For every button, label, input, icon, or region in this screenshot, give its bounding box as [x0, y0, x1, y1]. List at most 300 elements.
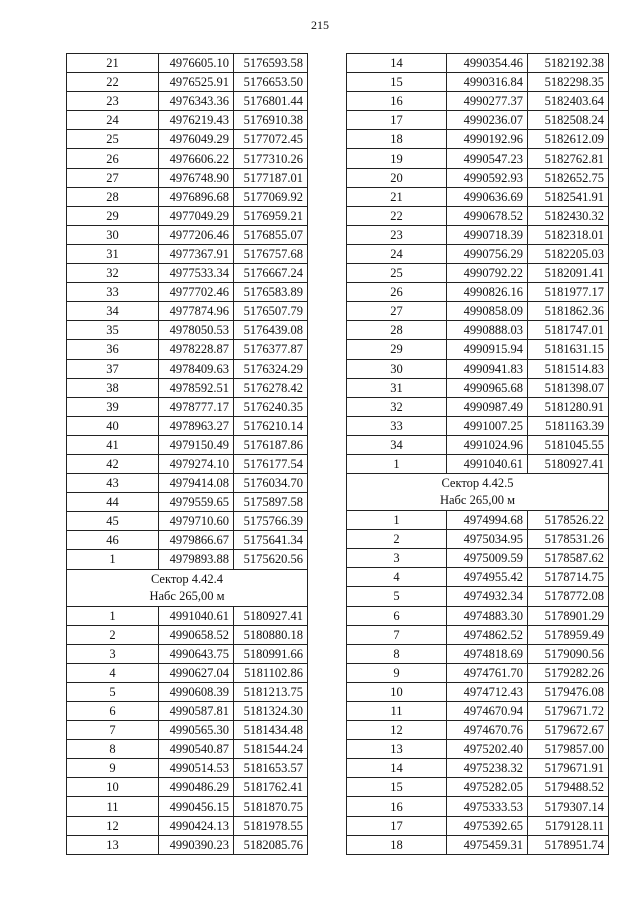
- point-number-cell: 3: [67, 644, 159, 663]
- y-coordinate-cell: 5181747.01: [528, 321, 609, 340]
- table-row: [347, 663, 609, 682]
- y-coordinate-cell: 5176653.50: [234, 73, 308, 92]
- point-number-cell: 5: [347, 587, 447, 606]
- y-coordinate-cell: 5177187.01: [234, 168, 308, 187]
- y-coordinate-cell: 5182508.24: [528, 111, 609, 130]
- table-row: [347, 244, 609, 263]
- y-coordinate-cell: 5181544.24: [234, 740, 308, 759]
- table-row: [67, 206, 308, 225]
- x-coordinate-cell: 4990514.53: [159, 759, 234, 778]
- point-number-cell: 12: [347, 721, 447, 740]
- y-coordinate-cell: 5176377.87: [234, 340, 308, 359]
- point-number-cell: 7: [67, 721, 159, 740]
- point-number-cell: 2: [347, 530, 447, 549]
- table-row: [347, 340, 609, 359]
- table-row: [347, 321, 609, 340]
- y-coordinate-cell: 5179307.14: [528, 797, 609, 816]
- point-number-cell: 23: [347, 225, 447, 244]
- table-row: [347, 130, 609, 149]
- x-coordinate-cell: 4975034.95: [447, 530, 528, 549]
- point-number-cell: 20: [347, 168, 447, 187]
- y-coordinate-cell: 5180927.41: [234, 606, 308, 625]
- table-row: [67, 797, 308, 816]
- x-coordinate-cell: 4990792.22: [447, 264, 528, 283]
- y-coordinate-cell: 5178587.62: [528, 549, 609, 568]
- section-height: Набс 265,00 м: [439, 493, 516, 508]
- table-row: [347, 702, 609, 721]
- table-row: [67, 168, 308, 187]
- x-coordinate-cell: 4990826.16: [447, 283, 528, 302]
- table-row: [67, 663, 308, 682]
- x-coordinate-cell: 4977702.46: [159, 283, 234, 302]
- x-coordinate-cell: 4990941.83: [447, 359, 528, 378]
- x-coordinate-cell: 4975392.65: [447, 816, 528, 835]
- x-coordinate-cell: 4974670.94: [447, 702, 528, 721]
- x-coordinate-cell: 4974955.42: [447, 568, 528, 587]
- point-number-cell: 26: [347, 283, 447, 302]
- x-coordinate-cell: 4974670.76: [447, 721, 528, 740]
- x-coordinate-cell: 4976219.43: [159, 111, 234, 130]
- x-coordinate-cell: 4974862.52: [447, 625, 528, 644]
- point-number-cell: 21: [67, 54, 159, 73]
- x-coordinate-cell: 4976343.36: [159, 92, 234, 111]
- x-coordinate-cell: 4990718.39: [447, 225, 528, 244]
- x-coordinate-cell: 4990658.52: [159, 625, 234, 644]
- y-coordinate-cell: 5177069.92: [234, 187, 308, 206]
- point-number-cell: 31: [347, 378, 447, 397]
- table-row: [347, 454, 609, 473]
- table-row: [67, 225, 308, 244]
- point-number-cell: 19: [347, 149, 447, 168]
- table-row: [347, 92, 609, 111]
- y-coordinate-cell: 5177310.26: [234, 149, 308, 168]
- y-coordinate-cell: 5176959.21: [234, 206, 308, 225]
- coordinates-table-left: [66, 53, 308, 855]
- page-number: 215: [311, 18, 329, 32]
- y-coordinate-cell: 5181870.75: [234, 797, 308, 816]
- x-coordinate-cell: 4990627.04: [159, 663, 234, 682]
- y-coordinate-cell: 5181102.86: [234, 663, 308, 682]
- point-number-cell: 29: [347, 340, 447, 359]
- point-number-cell: 39: [67, 397, 159, 416]
- y-coordinate-cell: 5175641.34: [234, 531, 308, 550]
- x-coordinate-cell: 4978592.51: [159, 378, 234, 397]
- point-number-cell: 4: [347, 568, 447, 587]
- table-row: [347, 568, 609, 587]
- point-number-cell: 35: [67, 321, 159, 340]
- point-number-cell: 15: [347, 73, 447, 92]
- x-coordinate-cell: 4991040.61: [159, 606, 234, 625]
- x-coordinate-cell: 4976606.22: [159, 149, 234, 168]
- y-coordinate-cell: 5176324.29: [234, 359, 308, 378]
- x-coordinate-cell: 4978963.27: [159, 416, 234, 435]
- table-row: [67, 644, 308, 663]
- y-coordinate-cell: 5176439.08: [234, 321, 308, 340]
- table-row: [347, 530, 609, 549]
- y-coordinate-cell: 5176593.58: [234, 54, 308, 73]
- y-coordinate-cell: 5182205.03: [528, 244, 609, 263]
- y-coordinate-cell: 5181977.17: [528, 283, 609, 302]
- y-coordinate-cell: 5179090.56: [528, 644, 609, 663]
- y-coordinate-cell: 5180927.41: [528, 454, 609, 473]
- x-coordinate-cell: 4978777.17: [159, 397, 234, 416]
- y-coordinate-cell: 5179857.00: [528, 740, 609, 759]
- x-coordinate-cell: 4990547.23: [447, 149, 528, 168]
- y-coordinate-cell: 5177072.45: [234, 130, 308, 149]
- point-number-cell: 37: [67, 359, 159, 378]
- point-number-cell: 32: [347, 397, 447, 416]
- point-number-cell: 1: [67, 550, 159, 569]
- table-row: [67, 531, 308, 550]
- x-coordinate-cell: 4977874.96: [159, 302, 234, 321]
- table-row: [67, 740, 308, 759]
- table-row: [67, 835, 308, 854]
- x-coordinate-cell: 4977206.46: [159, 225, 234, 244]
- point-number-cell: 14: [347, 759, 447, 778]
- y-coordinate-cell: 5182541.91: [528, 187, 609, 206]
- table-row: [67, 454, 308, 473]
- x-coordinate-cell: 4975202.40: [447, 740, 528, 759]
- point-number-cell: 6: [347, 606, 447, 625]
- table-row: [347, 54, 609, 73]
- table-row: [67, 474, 308, 493]
- table-row: [347, 625, 609, 644]
- x-coordinate-cell: 4990486.29: [159, 778, 234, 797]
- point-number-cell: 30: [67, 225, 159, 244]
- table-row: [347, 416, 609, 435]
- table-row: [347, 835, 609, 854]
- y-coordinate-cell: 5178959.49: [528, 625, 609, 644]
- table-row: [67, 187, 308, 206]
- y-coordinate-cell: 5181862.36: [528, 302, 609, 321]
- y-coordinate-cell: 5181631.15: [528, 340, 609, 359]
- point-number-cell: 45: [67, 512, 159, 531]
- x-coordinate-cell: 4974712.43: [447, 682, 528, 701]
- table-row: [347, 435, 609, 454]
- table-row: [347, 721, 609, 740]
- x-coordinate-cell: 4979559.65: [159, 493, 234, 512]
- table-row: [67, 73, 308, 92]
- x-coordinate-cell: 4990678.52: [447, 206, 528, 225]
- y-coordinate-cell: 5176177.54: [234, 454, 308, 473]
- table-row: [67, 111, 308, 130]
- y-coordinate-cell: 5176240.35: [234, 397, 308, 416]
- y-coordinate-cell: 5176187.86: [234, 435, 308, 454]
- point-number-cell: 8: [67, 740, 159, 759]
- x-coordinate-cell: 4975333.53: [447, 797, 528, 816]
- y-coordinate-cell: 5176507.79: [234, 302, 308, 321]
- table-row: [67, 92, 308, 111]
- table-row: [347, 302, 609, 321]
- point-number-cell: 25: [67, 130, 159, 149]
- x-coordinate-cell: 4979150.49: [159, 435, 234, 454]
- point-number-cell: 27: [67, 168, 159, 187]
- point-number-cell: 31: [67, 244, 159, 263]
- y-coordinate-cell: 5178531.26: [528, 530, 609, 549]
- y-coordinate-cell: 5179128.11: [528, 816, 609, 835]
- y-coordinate-cell: 5179488.52: [528, 778, 609, 797]
- x-coordinate-cell: 4976896.68: [159, 187, 234, 206]
- table-row: [347, 264, 609, 283]
- table-row: [67, 778, 308, 797]
- point-number-cell: 12: [67, 816, 159, 835]
- table-row: [347, 816, 609, 835]
- y-coordinate-cell: 5182403.64: [528, 92, 609, 111]
- x-coordinate-cell: 4990456.15: [159, 797, 234, 816]
- y-coordinate-cell: 5182652.75: [528, 168, 609, 187]
- point-number-cell: 5: [67, 682, 159, 701]
- y-coordinate-cell: 5176667.24: [234, 264, 308, 283]
- point-number-cell: 3: [347, 549, 447, 568]
- x-coordinate-cell: 4990987.49: [447, 397, 528, 416]
- x-coordinate-cell: 4990965.68: [447, 378, 528, 397]
- y-coordinate-cell: 5181280.91: [528, 397, 609, 416]
- section-header-cell: [347, 474, 609, 511]
- point-number-cell: 13: [347, 740, 447, 759]
- table-row: [67, 378, 308, 397]
- x-coordinate-cell: 4976748.90: [159, 168, 234, 187]
- x-coordinate-cell: 4976605.10: [159, 54, 234, 73]
- section-height: Набс 265,00 м: [149, 588, 225, 603]
- point-number-cell: 36: [67, 340, 159, 359]
- y-coordinate-cell: 5182762.81: [528, 149, 609, 168]
- x-coordinate-cell: 4990587.81: [159, 702, 234, 721]
- point-number-cell: 18: [347, 835, 447, 854]
- x-coordinate-cell: 4990636.69: [447, 187, 528, 206]
- point-number-cell: 17: [347, 111, 447, 130]
- point-number-cell: 13: [67, 835, 159, 854]
- y-coordinate-cell: 5181653.57: [234, 759, 308, 778]
- y-coordinate-cell: 5181762.41: [234, 778, 308, 797]
- x-coordinate-cell: 4979274.10: [159, 454, 234, 473]
- y-coordinate-cell: 5181045.55: [528, 435, 609, 454]
- table-row: [67, 340, 308, 359]
- point-number-cell: 26: [67, 149, 159, 168]
- table-row: [67, 550, 308, 569]
- point-number-cell: 29: [67, 206, 159, 225]
- x-coordinate-cell: 4990756.29: [447, 244, 528, 263]
- table-row: [347, 606, 609, 625]
- table-row: [67, 397, 308, 416]
- x-coordinate-cell: 4990236.07: [447, 111, 528, 130]
- y-coordinate-cell: 5176855.07: [234, 225, 308, 244]
- x-coordinate-cell: 4990915.94: [447, 340, 528, 359]
- table-row: [347, 378, 609, 397]
- x-coordinate-cell: 4978050.53: [159, 321, 234, 340]
- table-row: [67, 721, 308, 740]
- y-coordinate-cell: 5182318.01: [528, 225, 609, 244]
- y-coordinate-cell: 5179476.08: [528, 682, 609, 701]
- table-row: [67, 512, 308, 531]
- x-coordinate-cell: 4990643.75: [159, 644, 234, 663]
- y-coordinate-cell: 5176801.44: [234, 92, 308, 111]
- y-coordinate-cell: 5178772.08: [528, 587, 609, 606]
- table-row: [347, 225, 609, 244]
- x-coordinate-cell: 4974994.68: [447, 511, 528, 530]
- table-row: [67, 321, 308, 340]
- section-title: Сектор 4.42.4: [150, 571, 224, 586]
- x-coordinate-cell: 4979893.88: [159, 550, 234, 569]
- x-coordinate-cell: 4978409.63: [159, 359, 234, 378]
- y-coordinate-cell: 5175897.58: [234, 493, 308, 512]
- table-row: [67, 149, 308, 168]
- table-row: [347, 797, 609, 816]
- table-row: [67, 759, 308, 778]
- x-coordinate-cell: 4979414.08: [159, 474, 234, 493]
- point-number-cell: 1: [67, 606, 159, 625]
- y-coordinate-cell: 5182085.76: [234, 835, 308, 854]
- point-number-cell: 1: [347, 454, 447, 473]
- table-row: [347, 644, 609, 663]
- y-coordinate-cell: 5176034.70: [234, 474, 308, 493]
- coordinates-table-right: [346, 53, 609, 855]
- y-coordinate-cell: 5181978.55: [234, 816, 308, 835]
- point-number-cell: 43: [67, 474, 159, 493]
- y-coordinate-cell: 5175620.56: [234, 550, 308, 569]
- y-coordinate-cell: 5176910.38: [234, 111, 308, 130]
- section-header-row: [347, 474, 609, 511]
- point-number-cell: 9: [347, 663, 447, 682]
- x-coordinate-cell: 4979866.67: [159, 531, 234, 550]
- point-number-cell: 10: [347, 682, 447, 701]
- x-coordinate-cell: 4990424.13: [159, 816, 234, 835]
- table-row: [347, 187, 609, 206]
- x-coordinate-cell: 4990858.09: [447, 302, 528, 321]
- x-coordinate-cell: 4974883.30: [447, 606, 528, 625]
- y-coordinate-cell: 5179282.26: [528, 663, 609, 682]
- x-coordinate-cell: 4979710.60: [159, 512, 234, 531]
- point-number-cell: 41: [67, 435, 159, 454]
- x-coordinate-cell: 4990592.93: [447, 168, 528, 187]
- point-number-cell: 8: [347, 644, 447, 663]
- point-number-cell: 32: [67, 264, 159, 283]
- x-coordinate-cell: 4975238.32: [447, 759, 528, 778]
- point-number-cell: 6: [67, 702, 159, 721]
- x-coordinate-cell: 4974932.34: [447, 587, 528, 606]
- x-coordinate-cell: 4991007.25: [447, 416, 528, 435]
- point-number-cell: 22: [67, 73, 159, 92]
- x-coordinate-cell: 4990316.84: [447, 73, 528, 92]
- y-coordinate-cell: 5178714.75: [528, 568, 609, 587]
- point-number-cell: 25: [347, 264, 447, 283]
- x-coordinate-cell: 4990277.37: [447, 92, 528, 111]
- point-number-cell: 16: [347, 797, 447, 816]
- x-coordinate-cell: 4991040.61: [447, 454, 528, 473]
- point-number-cell: 11: [347, 702, 447, 721]
- table-row: [67, 359, 308, 378]
- table-row: [347, 111, 609, 130]
- point-number-cell: 24: [347, 244, 447, 263]
- point-number-cell: 27: [347, 302, 447, 321]
- table-row: [347, 283, 609, 302]
- table-row: [347, 206, 609, 225]
- table-row: [347, 73, 609, 92]
- point-number-cell: 17: [347, 816, 447, 835]
- table-row: [347, 759, 609, 778]
- point-number-cell: 23: [67, 92, 159, 111]
- y-coordinate-cell: 5181324.30: [234, 702, 308, 721]
- point-number-cell: 38: [67, 378, 159, 397]
- table-row: [347, 511, 609, 530]
- y-coordinate-cell: 5175766.39: [234, 512, 308, 531]
- point-number-cell: 21: [347, 187, 447, 206]
- y-coordinate-cell: 5182091.41: [528, 264, 609, 283]
- x-coordinate-cell: 4976525.91: [159, 73, 234, 92]
- table-row: [347, 587, 609, 606]
- y-coordinate-cell: 5182192.38: [528, 54, 609, 73]
- y-coordinate-cell: 5178951.74: [528, 835, 609, 854]
- table-row: [67, 702, 308, 721]
- y-coordinate-cell: 5176278.42: [234, 378, 308, 397]
- table-row: [347, 740, 609, 759]
- x-coordinate-cell: 4990565.30: [159, 721, 234, 740]
- point-number-cell: 18: [347, 130, 447, 149]
- x-coordinate-cell: 4977049.29: [159, 206, 234, 225]
- point-number-cell: 1: [347, 511, 447, 530]
- table-row: [347, 397, 609, 416]
- x-coordinate-cell: 4990540.87: [159, 740, 234, 759]
- x-coordinate-cell: 4977533.34: [159, 264, 234, 283]
- point-number-cell: 11: [67, 797, 159, 816]
- point-number-cell: 14: [347, 54, 447, 73]
- table-row: [347, 359, 609, 378]
- section-title: Сектор 4.42.5: [441, 476, 514, 491]
- point-number-cell: 40: [67, 416, 159, 435]
- x-coordinate-cell: 4990390.23: [159, 835, 234, 854]
- point-number-cell: 42: [67, 454, 159, 473]
- point-number-cell: 28: [67, 187, 159, 206]
- point-number-cell: 24: [67, 111, 159, 130]
- table-row: [347, 778, 609, 797]
- table-row: [67, 606, 308, 625]
- point-number-cell: 34: [67, 302, 159, 321]
- x-coordinate-cell: 4975459.31: [447, 835, 528, 854]
- y-coordinate-cell: 5179671.91: [528, 759, 609, 778]
- point-number-cell: 22: [347, 206, 447, 225]
- x-coordinate-cell: 4978228.87: [159, 340, 234, 359]
- point-number-cell: 7: [347, 625, 447, 644]
- point-number-cell: 15: [347, 778, 447, 797]
- table-row: [67, 493, 308, 512]
- table-row: [67, 302, 308, 321]
- table-row: [67, 130, 308, 149]
- point-number-cell: 16: [347, 92, 447, 111]
- point-number-cell: 44: [67, 493, 159, 512]
- x-coordinate-cell: 4977367.91: [159, 244, 234, 263]
- table-row: [347, 682, 609, 701]
- y-coordinate-cell: 5176583.89: [234, 283, 308, 302]
- y-coordinate-cell: 5181398.07: [528, 378, 609, 397]
- table-row: [67, 283, 308, 302]
- x-coordinate-cell: 4976049.29: [159, 130, 234, 149]
- section-header-row: [67, 569, 308, 606]
- y-coordinate-cell: 5182612.09: [528, 130, 609, 149]
- point-number-cell: 30: [347, 359, 447, 378]
- section-header-cell: [67, 569, 308, 606]
- x-coordinate-cell: 4990192.96: [447, 130, 528, 149]
- y-coordinate-cell: 5176757.68: [234, 244, 308, 263]
- point-number-cell: 34: [347, 435, 447, 454]
- y-coordinate-cell: 5180880.18: [234, 625, 308, 644]
- table-row: [67, 816, 308, 835]
- table-row: [347, 549, 609, 568]
- y-coordinate-cell: 5181163.39: [528, 416, 609, 435]
- y-coordinate-cell: 5180991.66: [234, 644, 308, 663]
- x-coordinate-cell: 4974818.69: [447, 644, 528, 663]
- y-coordinate-cell: 5178526.22: [528, 511, 609, 530]
- point-number-cell: 10: [67, 778, 159, 797]
- x-coordinate-cell: 4990888.03: [447, 321, 528, 340]
